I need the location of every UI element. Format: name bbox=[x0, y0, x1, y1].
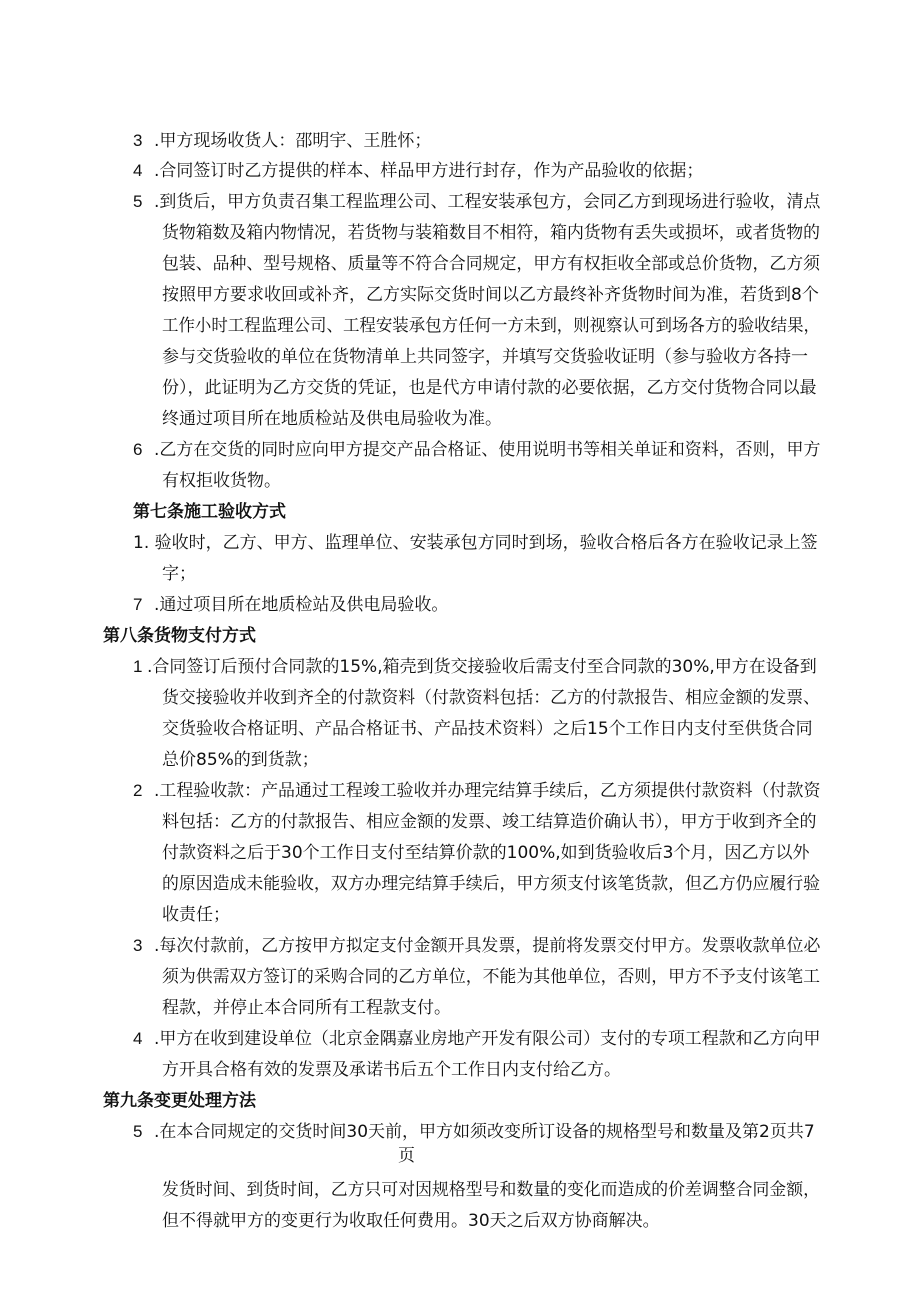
item-number: 3 bbox=[133, 936, 143, 955]
item-text: 份），此证明为乙方交货的凭证，也是代方申请付款的必要依据，乙方交付货物合同以最 bbox=[162, 378, 817, 398]
item-number: 1 bbox=[133, 657, 143, 676]
item-number: 3 bbox=[133, 131, 143, 150]
item-text: 料包括：乙方的付款报告、相应金额的发票、竣工结算造价确认书），甲方于收到齐全的 bbox=[162, 812, 817, 832]
item-number: 4 bbox=[133, 161, 143, 180]
item-text: .甲方在收到建设单位（北京金隅嘉业房地产开发有限公司）支付的专项工程款和乙方向甲 bbox=[154, 1029, 821, 1049]
section-heading: 第七条施工验收方式 bbox=[133, 502, 286, 522]
item-text: 按照甲方要求收回或补齐，乙方实际交货时间以乙方最终补齐货物时间为准，若货到8个 bbox=[162, 285, 819, 305]
item-text: 终通过项目所在地质检站及供电局验收为准。 bbox=[162, 409, 502, 429]
item-text: .通过项目所在地质检站及供电局验收。 bbox=[154, 595, 449, 615]
item-text: 字； bbox=[162, 564, 196, 584]
item-text: 须为供需双方签订的采购合同的乙方单位，不能为其他单位，否则，甲方不予支付该笔工 bbox=[162, 967, 821, 987]
page-indicator-tail: 页 bbox=[398, 1146, 415, 1166]
item-text: 货物箱数及箱内物情况，若货物与装箱数目不相符，箱内货物有丢失或损坏，或者货物的 bbox=[162, 223, 821, 243]
item-text: 方开具合格有效的发票及承诺书后五个工作日内支付给乙方。 bbox=[162, 1060, 621, 1080]
item-text: 有权拒收货物。 bbox=[162, 471, 281, 491]
item-number: 2 bbox=[133, 781, 143, 800]
item-text: 货交接验收并收到齐全的付款资料（付款资料包括：乙方的付款报告、相应金额的发票、 bbox=[162, 688, 821, 708]
item-text: 工作小时工程监理公司、工程安装承包方任何一方未到，则视察认可到场各方的验收结果， bbox=[162, 316, 820, 336]
item-number: 5 bbox=[133, 1122, 143, 1141]
item-number: 5 bbox=[133, 192, 143, 211]
item-text: .合同签订时乙方提供的样本、样品甲方进行封存，作为产品验收的依据； bbox=[154, 161, 704, 181]
item-text: .甲方现场收货人：邵明宇、王胜怀； bbox=[154, 131, 432, 151]
item-text: 收责任； bbox=[162, 905, 230, 925]
section-heading: 第八条货物支付方式 bbox=[103, 626, 256, 646]
item-text: 付款资料之后于30个工作日支付至结算价款的100%,如到货验收后3个月，因乙方以外 bbox=[162, 843, 810, 863]
item-text: 但不得就甲方的变更行为收取任何费用。30天之后双方协商解决。 bbox=[162, 1211, 660, 1231]
item-text: .在本合同规定的交货时间30天前，甲方如须改变所订设备的规格型号和数量及第2页共7 bbox=[154, 1122, 815, 1142]
item-text: 1. 验收时，乙方、甲方、监理单位、安装承包方同时到场，验收合格后各方在验收记录上签 bbox=[133, 533, 818, 553]
item-text: 的原因造成未能验收，双方办理完结算手续后，甲方须支付该笔货款，但乙方仍应履行验 bbox=[162, 874, 821, 894]
item-text: 交货验收合格证明、产品合格证书、产品技术资料）之后15个工作日内支付至供货合同 bbox=[162, 719, 813, 739]
item-text: 发货时间、到货时间，乙方只可对因规格型号和数量的变化而造成的价差调整合同金额， bbox=[162, 1180, 821, 1200]
item-text: 参与交货验收的单位在货物清单上共同签字，并填写交货验收证明（参与验收方各持一 bbox=[162, 347, 808, 367]
item-text: 程款，并停止本合同所有工程款支付。 bbox=[162, 998, 451, 1018]
item-number: 4 bbox=[133, 1029, 143, 1048]
item-text: 包装、品种、型号规格、质量等不符合合同规定，甲方有权拒收全部或总价货物，乙方须 bbox=[162, 254, 821, 274]
section-heading: 第九条变更处理方法 bbox=[103, 1091, 256, 1111]
item-text: 总价85%的到货款； bbox=[162, 750, 319, 770]
item-text: .合同签订后预付合同款的15%,箱壳到货交接验收后需支付至合同款的30%,甲方在设备到 bbox=[147, 657, 817, 677]
item-text: .乙方在交货的同时应向甲方提交产品合格证、使用说明书等相关单证和资料，否则，甲方 bbox=[154, 440, 821, 460]
item-text: .到货后，甲方负责召集工程监理公司、工程安装承包方，会同乙方到现场进行验收，清点 bbox=[154, 192, 821, 212]
item-text: .每次付款前，乙方按甲方拟定支付金额开具发票，提前将发票交付甲方。发票收款单位必 bbox=[154, 936, 821, 956]
item-number: 7 bbox=[133, 595, 143, 614]
item-text: .工程验收款：产品通过工程竣工验收并办理完结算手续后，乙方须提供付款资料（付款资 bbox=[154, 781, 821, 801]
item-number: 6 bbox=[133, 440, 143, 459]
